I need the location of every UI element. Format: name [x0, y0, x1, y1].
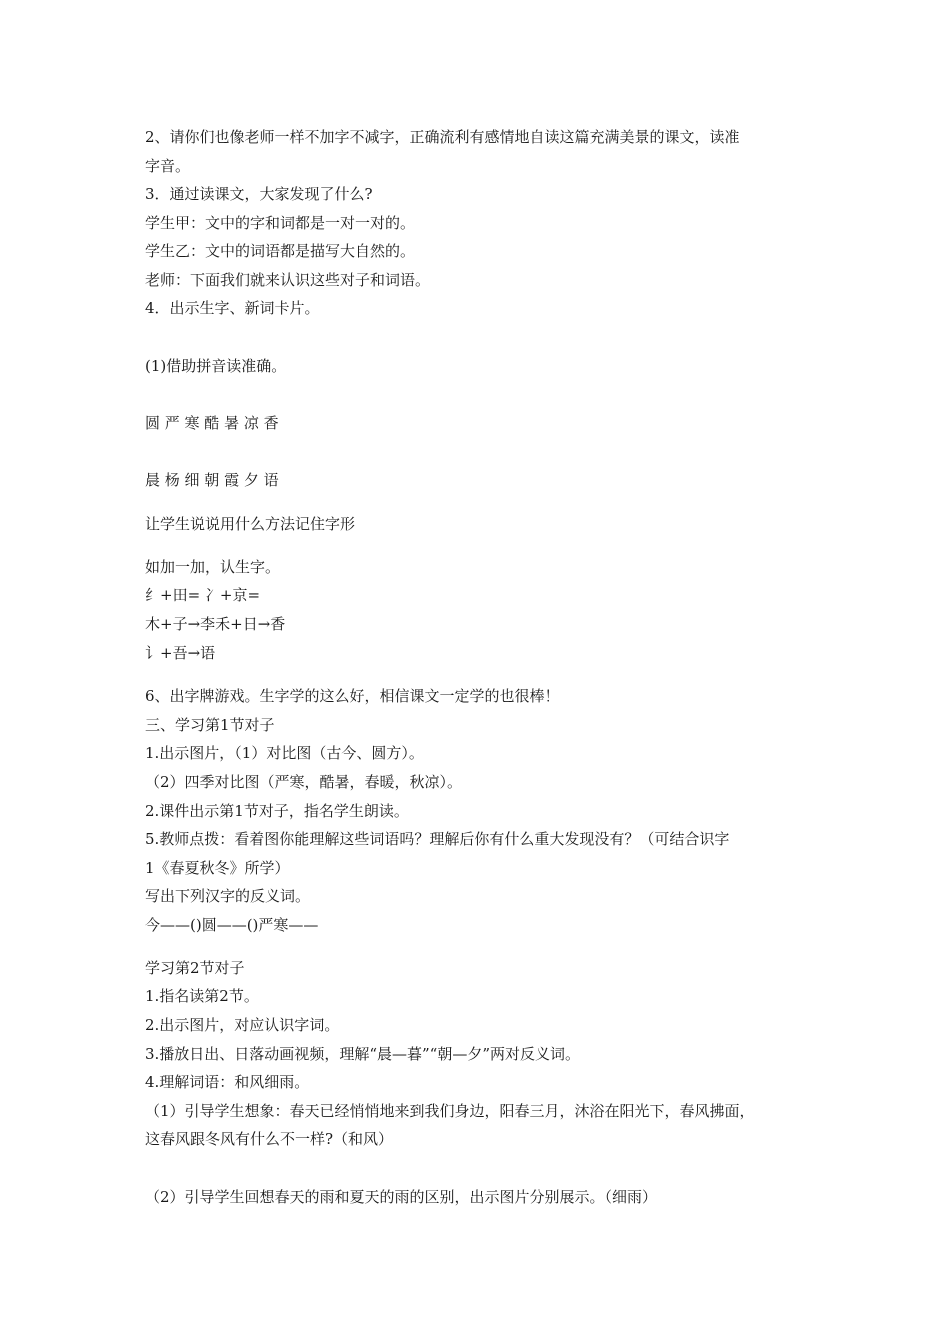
- paragraph-line: 2.出示图片，对应认识字词。: [145, 1016, 340, 1034]
- formula-line: 木+子→李禾+日→香: [145, 615, 286, 633]
- paragraph-line: 4．出示生字、新词卡片。: [145, 299, 320, 317]
- paragraph-line: 4.理解词语：和风细雨。: [145, 1073, 310, 1091]
- paragraph-line: 学生甲：文中的字和词都是一对一对的。: [145, 214, 416, 232]
- section-heading: 学习第2节对子: [145, 959, 245, 977]
- paragraph-line: 3．通过读课文，大家发现了什么?: [145, 185, 373, 203]
- paragraph-line: 如加一加，认生字。: [145, 558, 281, 576]
- formula-line: 纟+田= 冫+京=: [145, 586, 261, 604]
- paragraph-line: 1.指名读第2节。: [145, 987, 259, 1005]
- paragraph-line: 1.出示图片，（1）对比图（古今、圆方）。: [145, 744, 424, 762]
- paragraph-line: 老师：下面我们就来认识这些对子和词语。: [145, 271, 431, 289]
- paragraph-line: 写出下列汉字的反义词。: [145, 887, 311, 905]
- paragraph-line: 2.课件出示第1节对子，指名学生朗读。: [145, 802, 409, 820]
- section-heading: 三、学习第1节对子: [145, 716, 275, 734]
- paragraph-line: 这春风跟冬风有什么不一样?（和风）: [145, 1130, 394, 1148]
- paragraph-line: 6、出字牌游戏。生字学的这么好，相信课文一定学的也很棒！: [145, 687, 560, 705]
- paragraph-line: （1）引导学生想象：春天已经悄悄地来到我们身边，阳春三月，沐浴在阳光下，春风拂面，: [145, 1102, 755, 1120]
- exercise-line: 今——()圆——()严寒——: [145, 916, 319, 934]
- paragraph-line: 1《春夏秋冬》所学）: [145, 859, 290, 877]
- character-row: 晨 杨 细 朝 霞 夕 语: [145, 471, 279, 489]
- paragraph-line: 字音。: [145, 157, 191, 175]
- paragraph-line: (1)借助拼音读准确。: [145, 357, 287, 375]
- paragraph-line: 学生乙：文中的词语都是描写大自然的。: [145, 242, 416, 260]
- character-row: 圆 严 寒 酷 暑 凉 香: [145, 414, 279, 432]
- paragraph-line: 让学生说说用什么方法记住字形: [145, 515, 356, 533]
- formula-line: 讠+吾→语: [145, 644, 216, 662]
- paragraph-line: 5.教师点拨：看着图你能理解这些词语吗？理解后你有什么重大发现没有？（可结合识字: [145, 830, 730, 848]
- paragraph-line: （2）四季对比图（严寒，酷暑，春暖，秋凉）。: [145, 773, 463, 791]
- paragraph-line: 2、请你们也像老师一样不加字不减字，正确流利有感情地自读这篇充满美景的课文，读准: [145, 128, 740, 146]
- paragraph-line: （2）引导学生回想春天的雨和夏天的雨的区别，出示图片分别展示。（细雨）: [145, 1188, 658, 1206]
- paragraph-line: 3.播放日出、日落动画视频，理解“晨—暮”“朝—夕”两对反义词。: [145, 1045, 580, 1063]
